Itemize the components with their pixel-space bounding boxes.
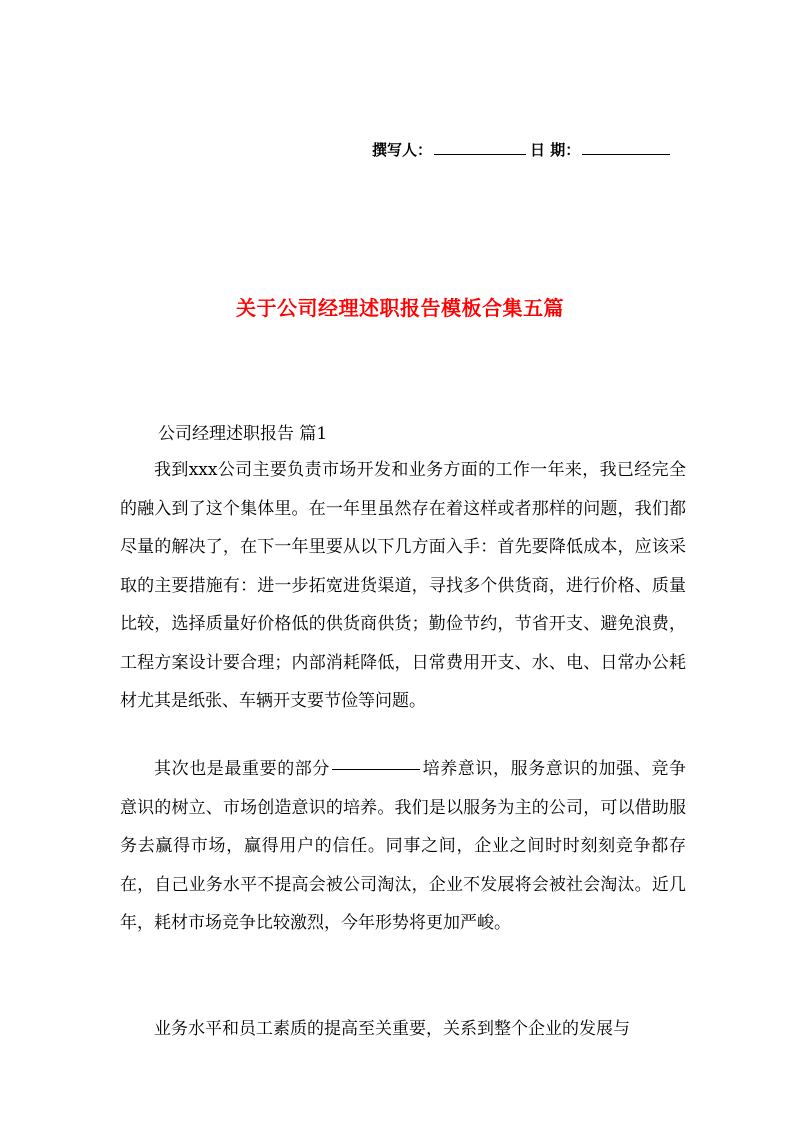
author-date-line	[372, 139, 674, 160]
author-label: 撰写人：	[372, 141, 433, 159]
paragraph-2	[120, 750, 686, 943]
paragraph-2-lead: 其次也是最重要的部分	[154, 759, 330, 779]
paragraph-2-block	[120, 750, 686, 943]
paragraph-3: 业务水平和员工素质的提高至关重要，关系到整个企业的发展与	[154, 1019, 630, 1039]
author-blank	[434, 140, 526, 155]
dash-line	[332, 769, 420, 770]
paragraph-3-block	[120, 1010, 686, 1048]
paragraph-1-block	[120, 451, 686, 721]
date-blank	[582, 140, 670, 155]
section-heading: 公司经理述职报告 篇1	[158, 424, 328, 444]
date-label: 日 期：	[530, 141, 581, 159]
document-title: 关于公司经理述职报告模板合集五篇	[236, 296, 564, 320]
paragraph-2-rest: 培养意识，服务意识的加强、竞争意识的树立、市场创造意识的培养。我们是以服务为主的公司，可以借助服务去赢得市场，赢得用户的信任。同事之间，企业之间时时刻刻竞争都存在，自己业务水平不提高会被公司淘汰，企业不发展将会被社会淘汰。近几年，耗材市场竞争比较激烈，今年形势将更加严峻。	[120, 759, 686, 933]
paragraph-1: 我到xxx公司主要负责市场开发和业务方面的工作一年来，我已经完全的融入到了这个集体里。在一年里虽然存在着这样或者那样的问题，我们都尽量的解决了，在下一年里要从以下几方面入手：首先要降低成本，应该采取的主要措施有：进一步拓宽进货渠道，寻找多个供货商，进行价格、质量比较，选择质量好价格低的供货商供货；勤俭节约，节省开支、避免浪费，工程方案设计要合理；内部消耗降低，日常费用开支、水、电、日常办公耗材尤其是纸张、车辆开支要节俭等问题。	[120, 460, 686, 711]
